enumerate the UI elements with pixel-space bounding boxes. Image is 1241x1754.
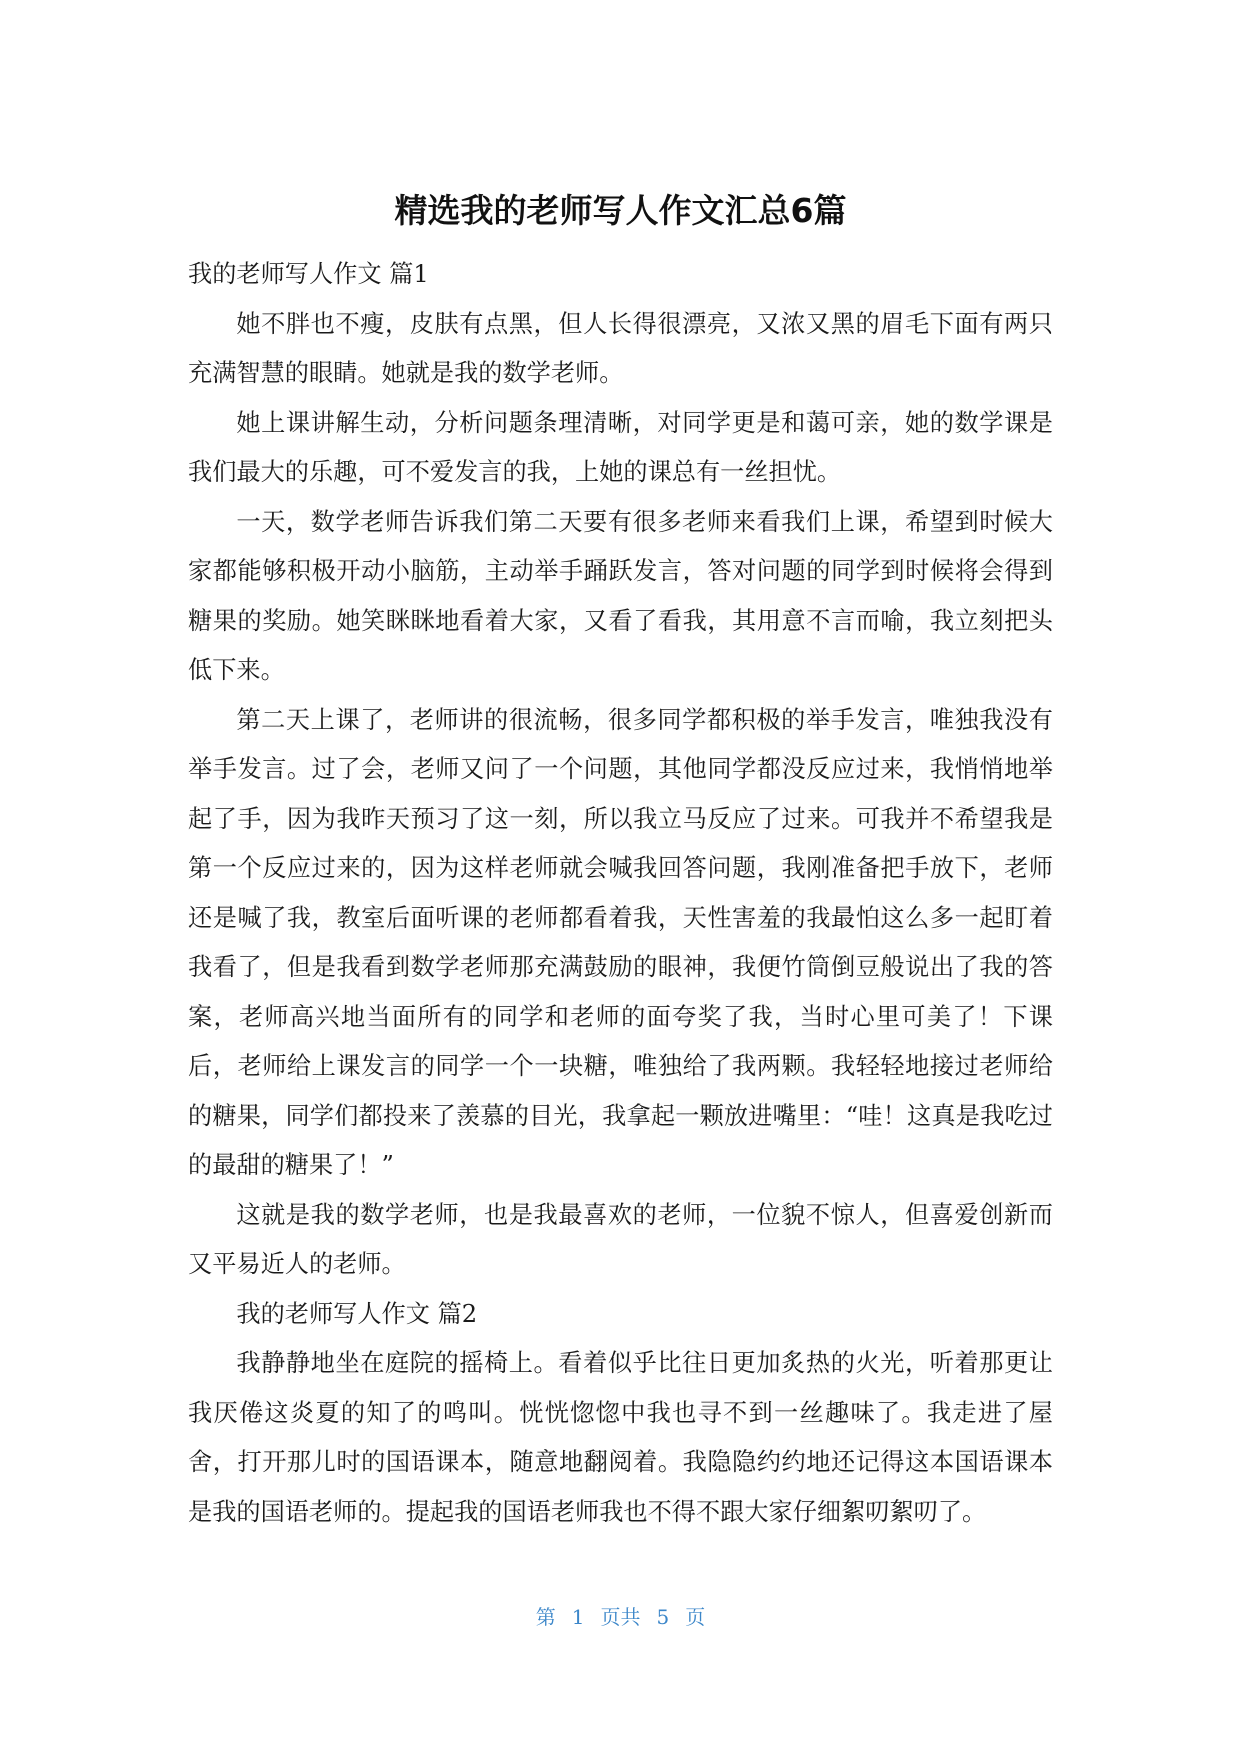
footer-label-suffix: 页 [685, 1605, 706, 1629]
paragraph-3: 一天，数学老师告诉我们第二天要有很多老师来看我们上课，希望到时候大家都能够积极开动小脑筋，主动举手踊跃发言，答对问题的同学到时候将会得到糖果的奖励。她笑眯眯地看着大家，又看了看我，其用意不言而喻，我立刻把头低下来。 [188, 507, 1053, 684]
document-title: 精选我的老师写人作文汇总6篇 [394, 191, 847, 230]
paragraph-1: 她不胖也不瘦，皮肤有点黑，但人长得很漂亮，又浓又黑的眉毛下面有两只充满智慧的眼睛。她就是我的数学老师。 [188, 309, 1053, 387]
section-heading-2: 我的老师写人作文 篇2 [236, 1299, 478, 1328]
footer-current-page: 1 [571, 1605, 585, 1629]
paragraph-6: 我静静地坐在庭院的摇椅上。看着似乎比往日更加炙热的火光，听着那更让我厌倦这炎夏的知了的鸣叫。恍恍惚惚中我也寻不到一丝趣味了。我走进了屋舍，打开那儿时的国语课本，随意地翻阅着。我隐隐约约地还记得这本国语课本是我的国语老师的。提起我的国语老师我也不得不跟大家仔细絮叨絮叨了。 [188, 1349, 1053, 1526]
document-body [188, 250, 1053, 1537]
paragraph-5: 这就是我的数学老师，也是我最喜欢的老师，一位貌不惊人，但喜爱创新而又平易近人的老师。 [188, 1200, 1053, 1278]
footer-label-prefix: 第 [535, 1605, 556, 1629]
section-heading-1: 我的老师写人作文 篇1 [188, 260, 429, 288]
footer-total-pages: 5 [656, 1605, 670, 1629]
footer-label-mid: 页共 [600, 1605, 641, 1629]
paragraph-2: 她上课讲解生动，分析问题条理清晰，对同学更是和蔼可亲，她的数学课是我们最大的乐趣，可不爱发言的我，上她的课总有一丝担忧。 [188, 408, 1053, 486]
paragraph-4: 第二天上课了，老师讲的很流畅，很多同学都积极的举手发言，唯独我没有举手发言。过了会，老师又问了一个问题，其他同学都没反应过来，我悄悄地举起了手，因为我昨天预习了这一刻，所以我立马反应了过来。可我并不希望我是第一个反应过来的，因为这样老师就会喊我回答问题，我刚准备把手放下，老师还是喊了我，教室后面听课的老师都看着我，天性害羞的我最怕这么多一起盯着我看了，但是我看到数学老师那充满鼓励的眼神，我便竹筒倒豆般说出了我的答案，老师高兴地当面所有的同学和老师的面夸奖了我，当时心里可美了！下课后，老师给上课发言的同学一个一块糖，唯独给了我两颗。我轻轻地接过老师给的糖果，同学们都投来了羡慕的目光，我拿起一颗放进嘴里：“哇！这真是我吃过的最甜的糖果了！” [188, 705, 1053, 1179]
page-footer [0, 1602, 1241, 1632]
